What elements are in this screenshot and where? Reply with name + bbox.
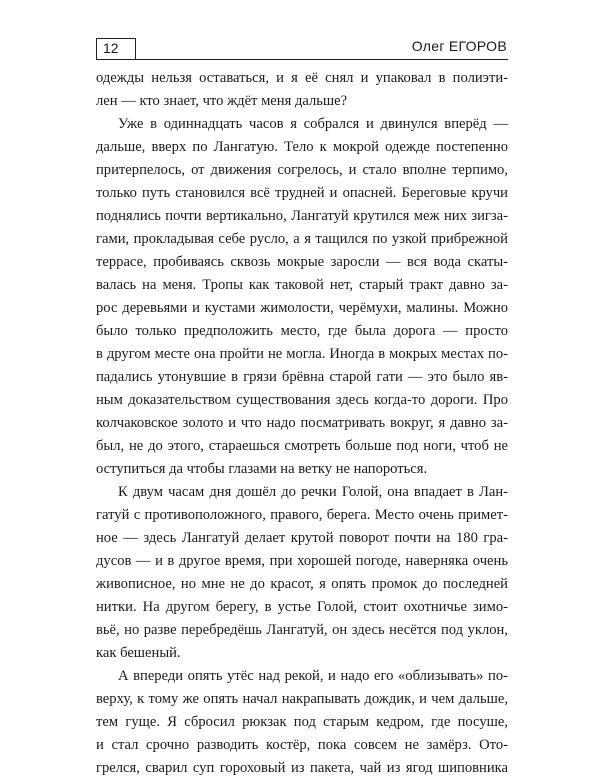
text-line: ным доказательством существования здесь когда-то дороги. Про bbox=[96, 392, 508, 408]
text-line: падались утонувшие в грязи брёвна старой гати — это было яв- bbox=[96, 369, 508, 385]
text-line: рос деревьями и кустами жимолости, черёмухи, малины. Можно bbox=[96, 300, 508, 316]
text-line: нитки. На другом берегу, в устье Голой, стоит охотничье зимо- bbox=[96, 599, 508, 615]
text-line: живописное, но мне не до красот, я опять промок до последней bbox=[96, 576, 508, 592]
text-line: тем гуще. Я сбросил рюкзак под старым кедром, где посуше, bbox=[96, 714, 508, 730]
text-line: вьё, но разве перебредёшь Лангатуй, он здесь несётся под уклон, bbox=[96, 622, 508, 638]
paragraph bbox=[96, 665, 508, 780]
paragraph bbox=[96, 481, 508, 665]
text-line: террасе, пробиваясь сквозь мокрые заросли — вся вода скаты- bbox=[96, 254, 508, 270]
header-rule bbox=[136, 59, 508, 60]
text-line: лен — кто знает, что ждёт меня дальше? bbox=[96, 93, 348, 109]
paragraph bbox=[96, 113, 508, 481]
text-line: ное — здесь Лангатуй делает крутой поворот почти на 180 гра- bbox=[96, 530, 508, 546]
text-line: только путь становился всё трудней и опасней. Береговые кручи bbox=[96, 185, 508, 201]
text-line: валась на меня. Тропы как таковой нет, старый тракт давно за- bbox=[96, 277, 508, 293]
text-line: верху, к тому же опять начал накрапывать дождик, и чем дальше, bbox=[96, 691, 508, 707]
paragraph bbox=[96, 67, 508, 113]
text-line: как бешеный. bbox=[96, 645, 181, 661]
body-text bbox=[96, 67, 508, 780]
text-line: А впереди опять утёс над рекой, и надо его «облизывать» по- bbox=[118, 668, 508, 684]
text-line: колчаковское золото и что надо посматривать вокруг, я давно за- bbox=[96, 415, 508, 431]
text-line: было только предположить место, где была дорога — просто bbox=[96, 323, 508, 339]
text-line: был, не до этого, стараешься смотреть больше под ноги, чтоб не bbox=[96, 438, 508, 454]
text-line: Уже в одиннадцать часов я собрался и двинулся вперёд — bbox=[118, 116, 508, 132]
text-line: гами, прокладывая себе русло, а я тащился по узкой прибрежной bbox=[96, 231, 508, 247]
text-line: грелся, сварил суп гороховый из пакета, чай из ягод шиповника bbox=[96, 760, 508, 776]
text-line: дусов — и в другое время, при хорошей погоде, наверняка очень bbox=[96, 553, 508, 569]
page-number: 12 bbox=[96, 38, 136, 60]
text-line: одежды нельзя оставаться, и я её снял и упаковал в полиэти- bbox=[96, 70, 508, 86]
text-line: К двум часам дня дошёл до речки Голой, она впадает в Лан- bbox=[118, 484, 508, 500]
text-line: и стал срочно разводить костёр, пока совсем не замёрз. Ото- bbox=[96, 737, 508, 753]
text-line: поднялись почти вертикально, Лангатуй крутился меж них зигза- bbox=[96, 208, 508, 224]
text-line: в другом месте она пройти не могла. Иногда в мокрых местах по- bbox=[96, 346, 508, 362]
running-head: Олег ЕГОРОВ bbox=[411, 38, 507, 54]
text-line: притерпелось, от движения согрелось, и стало вполне терпимо, bbox=[96, 162, 508, 178]
text-line: гатуй с противоположного, правого, берега. Место очень примет- bbox=[96, 507, 508, 523]
text-line: дальше, вверх по Лангатую. Тело к мокрой одежде постепенно bbox=[96, 139, 508, 155]
text-line: оступиться да чтобы глазами на ветку не напороться. bbox=[96, 461, 428, 477]
